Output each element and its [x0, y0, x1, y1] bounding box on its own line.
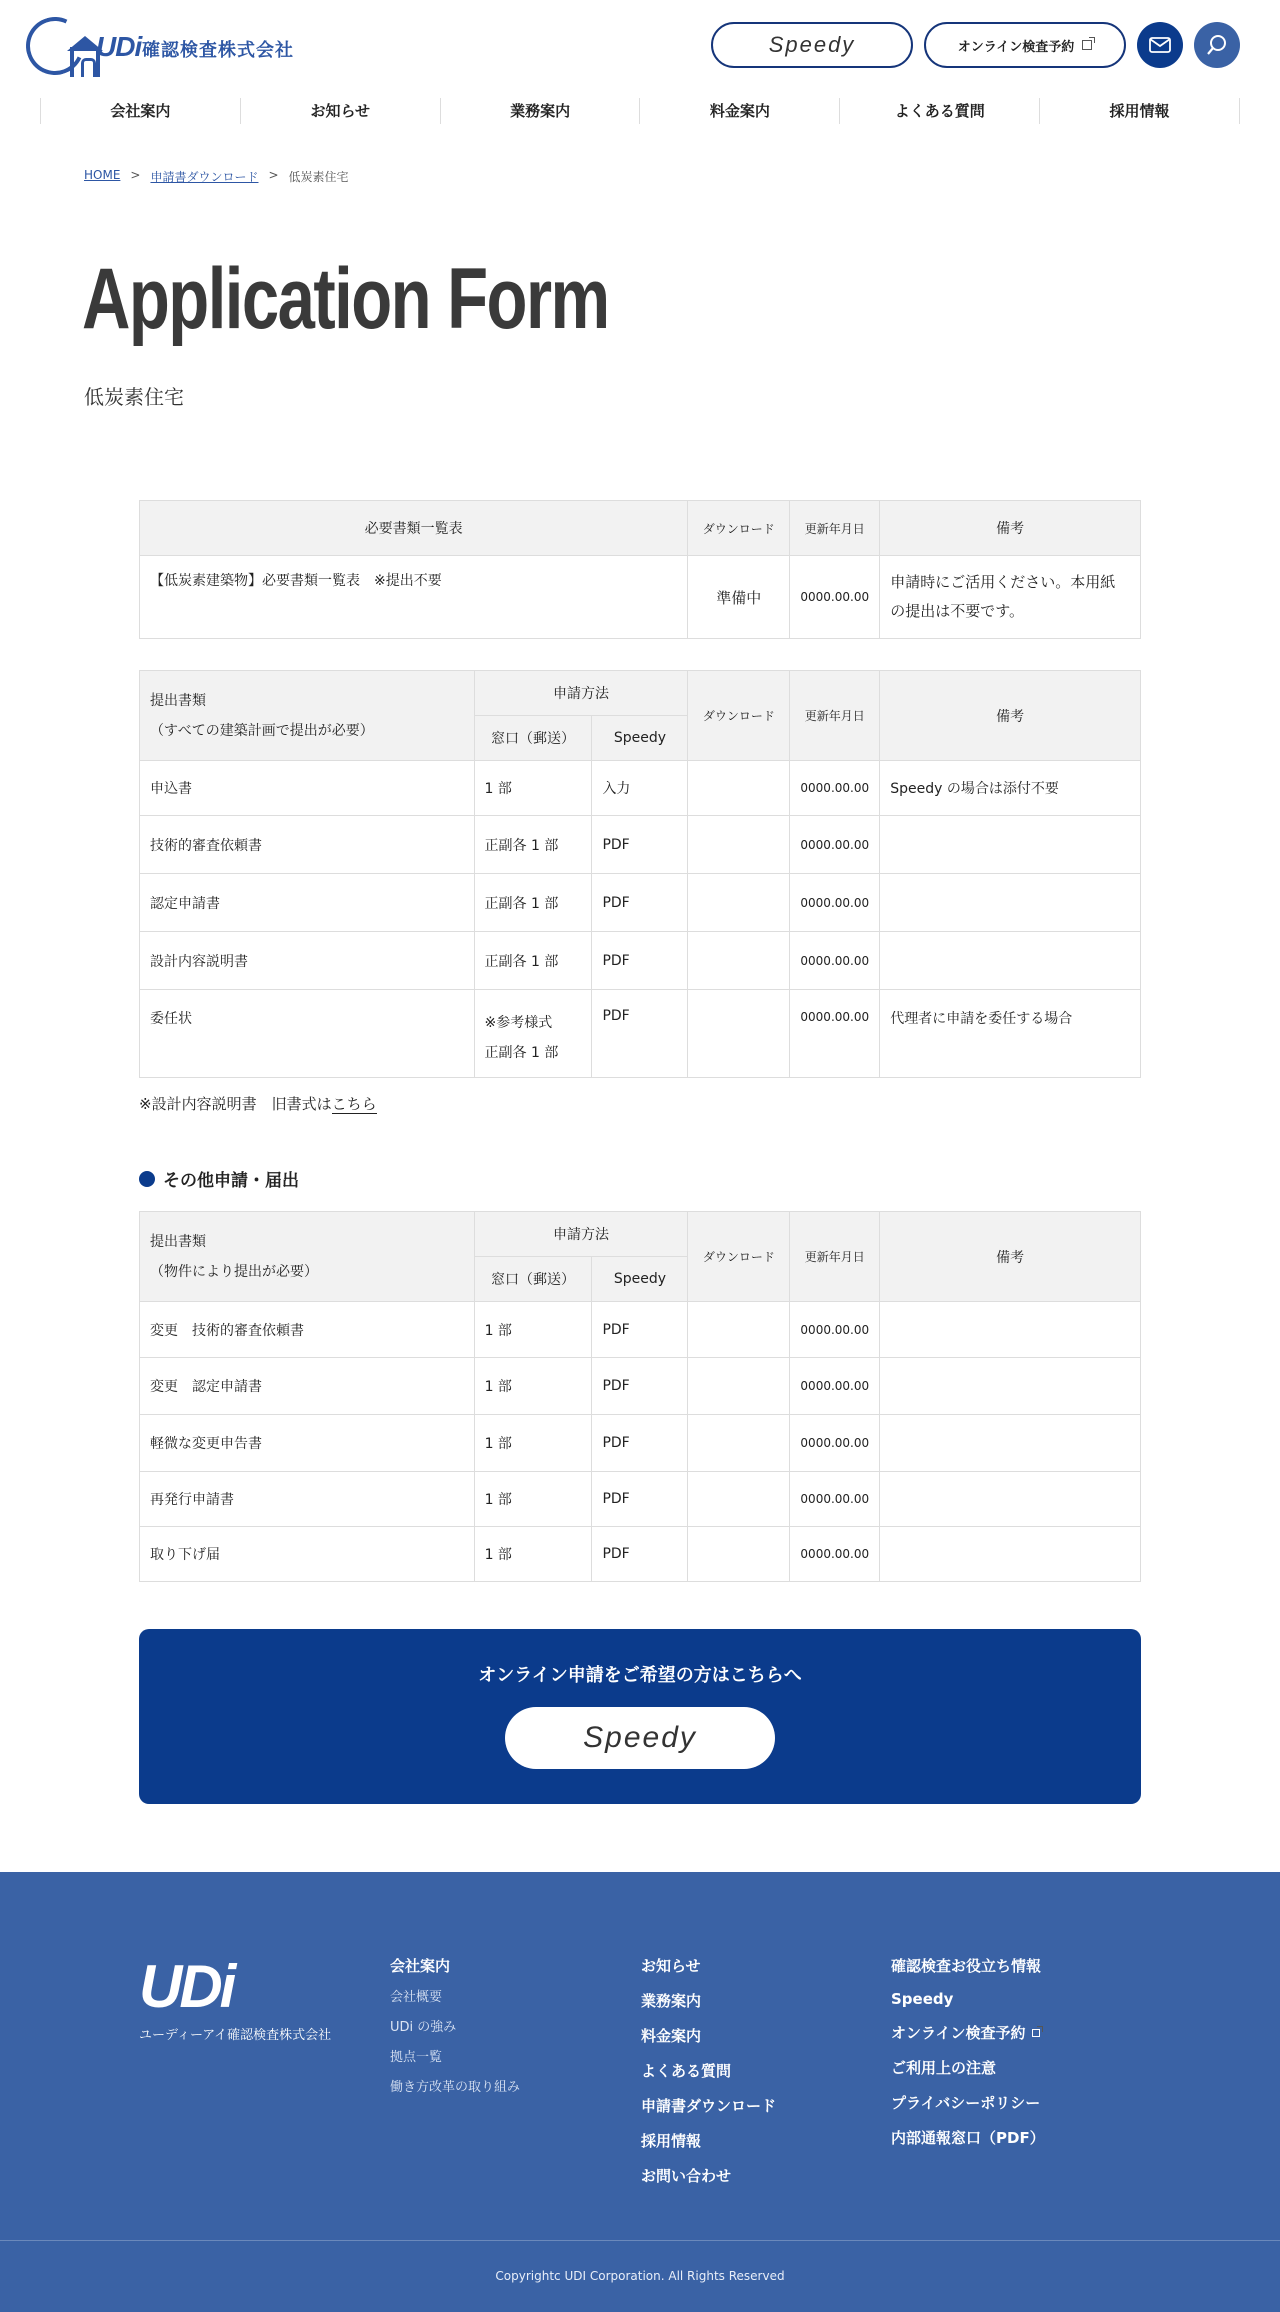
doc-name: 申込書 [140, 761, 475, 816]
speedy-format: PDF [592, 816, 688, 874]
nav-item-news[interactable]: お知らせ [240, 98, 440, 124]
header-doc-sublabel: （すべての建築計画で提出が必要） [150, 722, 374, 739]
speedy-format: PDF [592, 1358, 688, 1415]
updated-date: 0000.00.00 [790, 874, 880, 932]
copyright: Copyrightc UDI Corporation. All Rights Reserved [0, 2240, 1280, 2283]
download-cell [688, 1415, 790, 1472]
section-heading [139, 1166, 299, 1191]
nav-item-recruit[interactable]: 採用情報 [1039, 98, 1240, 124]
table-row [140, 1527, 1141, 1582]
updated-date: 0000.00.00 [790, 1527, 880, 1582]
speedy-format: PDF [592, 1527, 688, 1582]
table-row [140, 816, 1141, 874]
table-header-speedy: Speedy [592, 716, 688, 761]
remarks: 代理者に申請を委任する場合 [880, 990, 1141, 1078]
external-link-icon [1032, 2029, 1040, 2037]
site-footer [0, 1872, 1280, 2312]
table-header-window: 窓口（郵送） [474, 1257, 592, 1302]
window-copies: 正副各 1 部 [474, 816, 592, 874]
table-header-remarks: 備考 [880, 1212, 1141, 1302]
table-row [140, 874, 1141, 932]
table-header-download: ダウンロード [688, 1212, 790, 1302]
search-icon [1206, 34, 1228, 56]
download-cell [688, 1358, 790, 1415]
logo-udi-text: UDi [96, 31, 142, 62]
updated-date: 0000.00.00 [790, 1415, 880, 1472]
footer-link-label: オンライン検査予約 [891, 2024, 1026, 2042]
table-header-row [140, 501, 1141, 556]
remarks [880, 932, 1141, 990]
remarks [880, 1527, 1141, 1582]
footer-link[interactable]: Speedy [891, 1990, 954, 2008]
updated-date: 0000.00.00 [790, 932, 880, 990]
doc-name: 変更 技術的審査依頼書 [140, 1302, 475, 1358]
download-cell [688, 1472, 790, 1527]
window-copies-note: ※参考様式 [484, 1015, 553, 1031]
doc-name: 軽微な変更申告書 [140, 1415, 475, 1472]
site-logo[interactable] [26, 17, 294, 75]
logo-company-name: 確認検査株式会社 [142, 40, 294, 61]
footer-link-reserve[interactable] [891, 2022, 1045, 2043]
breadcrumb [84, 168, 349, 185]
doc-name: 再発行申請書 [140, 1472, 475, 1527]
speedy-format: PDF [592, 1472, 688, 1527]
window-copies: 1 部 [474, 1302, 592, 1358]
footer-sublink[interactable]: 会社概要 [390, 1990, 443, 2005]
window-copies [474, 990, 592, 1078]
table-header-remarks: 備考 [880, 671, 1141, 761]
remarks [880, 1415, 1141, 1472]
footer-link[interactable]: 会社案内 [390, 1957, 451, 1975]
header-doc-label: 提出書類 [150, 1233, 206, 1250]
footer-company-name: ユーディーアイ確認検査株式会社 [139, 2028, 332, 2043]
doc-name: 変更 認定申請書 [140, 1358, 475, 1415]
footer-sublink[interactable]: UDi の強み [390, 2020, 457, 2035]
remarks [880, 874, 1141, 932]
mail-button[interactable] [1137, 22, 1183, 68]
updated-date: 0000.00.00 [790, 1302, 880, 1358]
table-row [140, 1358, 1141, 1415]
download-status: 準備中 [688, 556, 790, 639]
table-header-doc [140, 1212, 475, 1302]
window-copies: 1 部 [474, 761, 592, 816]
section-heading-label: その他申請・届出 [163, 1171, 299, 1191]
footer-link[interactable]: お知らせ [641, 1957, 701, 1975]
doc-name: 【低炭素建築物】必要書類一覧表 ※提出不要 [140, 556, 688, 639]
table-row [140, 556, 1141, 639]
updated-date: 0000.00.00 [790, 556, 880, 639]
table-header-row [140, 1212, 1141, 1257]
remarks: Speedy の場合は添付不要 [880, 761, 1141, 816]
table-header-row [140, 671, 1141, 716]
page-title: Application Form [82, 251, 609, 347]
footer-col-company [390, 1955, 520, 2106]
nav-item-company[interactable]: 会社案内 [40, 98, 240, 124]
footer-link[interactable]: 確認検査お役立ち情報 [891, 1957, 1042, 1975]
remarks [880, 1358, 1141, 1415]
table-header-doc [140, 671, 475, 761]
download-cell [688, 1302, 790, 1358]
table-header-method: 申請方法 [474, 1212, 688, 1257]
global-nav [40, 98, 1240, 124]
table-header-date: 更新年月日 [790, 671, 880, 761]
table-header-method: 申請方法 [474, 671, 688, 716]
window-copies: 1 部 [474, 1527, 592, 1582]
footer-link[interactable]: 内部通報窓口（PDF） [891, 2129, 1045, 2147]
footer-link[interactable]: プライバシーポリシー [891, 2094, 1041, 2112]
window-copies: 1 部 [474, 1415, 592, 1472]
doc-name: 認定申請書 [140, 874, 475, 932]
nav-item-pricing[interactable]: 料金案内 [639, 98, 839, 124]
updated-date: 0000.00.00 [790, 761, 880, 816]
online-application-banner [139, 1629, 1141, 1804]
table-row [140, 1472, 1141, 1527]
speedy-format: PDF [592, 1302, 688, 1358]
table-row [140, 1302, 1141, 1358]
header-doc-label: 提出書類 [150, 692, 206, 709]
table-row [140, 1415, 1141, 1472]
nav-item-faq[interactable]: よくある質問 [839, 98, 1039, 124]
footer-link[interactable]: 業務案内 [641, 1992, 702, 2010]
footer-sublink[interactable]: 拠点一覧 [390, 2050, 443, 2065]
speedy-cta-button[interactable]: Speedy [505, 1707, 775, 1769]
header-doc-sublabel: （物件により提出が必要） [150, 1263, 318, 1280]
table-header: 備考 [880, 501, 1141, 556]
table-header-speedy: Speedy [592, 1257, 688, 1302]
window-copies: 正副各 1 部 [474, 874, 592, 932]
table-row [140, 761, 1141, 816]
old-format-link-label: こちら [331, 1095, 377, 1113]
footer-link[interactable]: 申請書ダウンロード [641, 2097, 777, 2115]
doc-name: 設計内容説明書 [140, 932, 475, 990]
speedy-format: PDF [592, 1415, 688, 1472]
speedy-format: PDF [592, 932, 688, 990]
download-cell [688, 1527, 790, 1582]
table-row [140, 932, 1141, 990]
footer-link[interactable]: 採用情報 [641, 2132, 702, 2150]
breadcrumb-current: 低炭素住宅 [288, 170, 349, 184]
speedy-header-button[interactable]: Speedy [711, 22, 913, 68]
breadcrumb-separator: > [268, 168, 279, 182]
doc-name: 委任状 [140, 990, 475, 1078]
download-cell [688, 874, 790, 932]
updated-date: 0000.00.00 [790, 1472, 880, 1527]
mail-icon [1149, 37, 1171, 53]
footer-link[interactable]: よくある質問 [641, 2062, 732, 2080]
footer-link[interactable]: 料金案内 [641, 2027, 702, 2045]
remarks: 申請時にご活用ください。本用紙の提出は不要です。 [880, 556, 1141, 639]
speedy-format: 入力 [592, 761, 688, 816]
online-reserve-label: オンライン検査予約 [957, 39, 1075, 55]
download-cell [688, 816, 790, 874]
download-cell [688, 932, 790, 990]
doc-name: 取り下げ届 [140, 1527, 475, 1582]
search-button[interactable] [1194, 22, 1240, 68]
doc-name: 技術的審査依頼書 [140, 816, 475, 874]
table-row [140, 990, 1141, 1078]
window-copies: 1 部 [474, 1472, 592, 1527]
breadcrumb-separator: > [130, 168, 141, 182]
table-header: ダウンロード [688, 501, 790, 556]
note-prefix: ※設計内容説明書 旧書式は [139, 1095, 332, 1113]
window-copies: 正副各 1 部 [474, 932, 592, 990]
breadcrumb-parent[interactable]: 申請書ダウンロード [150, 170, 259, 184]
table-header: 必要書類一覧表 [140, 501, 688, 556]
nav-item-services[interactable]: 業務案内 [440, 98, 640, 124]
footer-col-info [891, 1955, 1045, 2162]
cta-text: オンライン申請をご希望の方はこちらへ [478, 1665, 802, 1686]
updated-date: 0000.00.00 [790, 1358, 880, 1415]
remarks [880, 1472, 1141, 1527]
remarks [880, 816, 1141, 874]
other-docs-table [139, 1211, 1141, 1582]
remarks [880, 1302, 1141, 1358]
window-copies-value: 正副各 1 部 [484, 1045, 559, 1061]
window-copies: 1 部 [474, 1358, 592, 1415]
old-format-link[interactable] [332, 1095, 377, 1114]
table-header-date: 更新年月日 [790, 1212, 880, 1302]
updated-date: 0000.00.00 [790, 816, 880, 874]
speedy-format: PDF [592, 990, 688, 1078]
table-header-download: ダウンロード [688, 671, 790, 761]
bullet-dot-icon [139, 1171, 155, 1187]
table-header-window: 窓口（郵送） [474, 716, 592, 761]
footer-logo[interactable]: UDi [139, 1953, 234, 2020]
old-format-note [139, 1093, 377, 1114]
required-docs-table [139, 500, 1141, 639]
breadcrumb-home[interactable]: HOME [84, 168, 121, 182]
submission-docs-table [139, 670, 1141, 1078]
footer-link[interactable]: お問い合わせ [641, 2167, 732, 2185]
table-header: 更新年月日 [790, 501, 880, 556]
speedy-format: PDF [592, 874, 688, 932]
footer-sublink[interactable]: 働き方改革の取り組み [390, 2080, 521, 2095]
footer-link[interactable]: ご利用上の注意 [891, 2059, 997, 2077]
page-subtitle: 低炭素住宅 [84, 385, 184, 409]
online-reserve-button[interactable] [924, 22, 1126, 68]
download-cell [688, 761, 790, 816]
footer-col-main [641, 1955, 776, 2200]
updated-date: 0000.00.00 [790, 990, 880, 1078]
external-link-icon [1082, 40, 1092, 50]
download-cell [688, 990, 790, 1078]
site-header [0, 0, 1280, 120]
